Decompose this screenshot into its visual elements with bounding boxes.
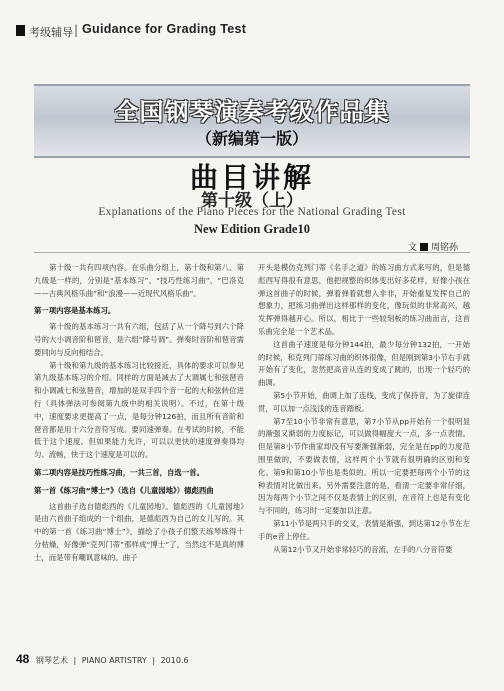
section-heading: 第一项内容是基本练习。 (34, 306, 116, 316)
right-column (258, 262, 470, 556)
section-marker-icon (16, 25, 25, 36)
magazine-name-en: PIANO ARTISTRY (81, 656, 147, 665)
author-prefix: 文 (407, 243, 417, 253)
paragraph: 第5小节开始，曲调上加了连线，变成了保持音，为了旋律连贯，可以加一点浅浅的连音踏板。 (258, 390, 470, 413)
section-label-cn: 考级辅导 (29, 26, 73, 39)
section-header (16, 22, 316, 40)
article-title: 曲目讲解 (189, 161, 314, 194)
issue-date: 2010.6 (160, 656, 189, 665)
section-heading: 第二项内容是技巧性练习曲，一共三首，自选一首。 (34, 467, 204, 477)
left-column (34, 262, 244, 565)
author-marker-icon (420, 243, 428, 251)
section-label-en: Guidance for Grading Test (82, 22, 247, 36)
paragraph: 这首曲子速度是每分钟144拍，最少每分钟132拍，一开始的时候，和克列门蒂练习曲的织体很像，但是刚到第3小节右手就开始有了变化，忽然把高音从连的变成了跳的，出现一个轻巧的曲调。 (258, 339, 470, 388)
divider (34, 252, 470, 253)
piece-heading: 第一首《练习曲“博士”》（选自《儿童园地》）德彪西曲 (34, 485, 214, 495)
paragraph: 第11小节是两只手的交叉，表情是渐强，到达第12小节在左手的e音上停住。 (258, 518, 470, 541)
page-footer (16, 652, 189, 666)
paragraph: 这首曲子选自德彪西的《儿童园地》。德彪西的《儿童园地》是由六首曲子组成的一个组曲，是德彪西为自己的女儿写的。其中的第一首《练习曲“博士”》，描绘了小孩子们整天练琴练得十分枯燥，好像弹“克列门蒂”那样成“博士”了，当然这不是真的博士，而是带有嘲讽意味的。曲子 (34, 501, 244, 562)
english-title: Explanations of the Piano Pieces for the National Grading Test (98, 206, 406, 218)
paragraph: 第十级的基本练习一共有六组，包括了从一个降号到六个降号的大小调音阶和琶音，是六组“降号调”。弹奏时音阶和琶音需要同向与反向相结合。 (34, 322, 244, 357)
paragraph: 开头是模仿克列门蒂《名手之道》的练习曲方式来写的，但是德彪西写得很有意思，他把规整的织体变出好多花样，好像小孩在弹这首曲子的时候，弹着弹着就想入非非，开始重复发挥自己的想象力，把练习曲弹出这样那样的变化，像玩似的非常高兴，越发挥弹得越开心。所以，相比于一些较刻板的练习曲而言，这首乐曲完全是一个艺术品。 (258, 263, 470, 336)
paragraph: 第十级一共有四项内容。在乐曲分组上，第十级和第八、第九级是一样的，分别是“基本练习”、“技巧性练习曲”、“巴洛克——古典风格乐曲”和“浪漫——近现代风格乐曲”。 (34, 263, 244, 298)
section-separator: | (74, 23, 79, 37)
banner-title: 全国钢琴演奏考级作品集 (114, 98, 390, 126)
paragraph: 从第12小节又开始非常轻巧的音流，左手的八分音符要 (273, 544, 453, 554)
magazine-name-cn: 钢琴艺术 (35, 656, 68, 665)
title-banner (34, 84, 470, 158)
paragraph: 第7至10小节非常有意思，第7小节从pp开始有一个很明显的渐强又渐弱的力度标记，可以做得幅度大一点，多一点表情。但是第8小节作曲家却没有写要渐强渐弱，完全是在pp的力度范围里做的，不要做表情，这样两个小节就有很明确的区别和变化。第9和第10小节也是类似的。所以一定要把每两个小节的这种表情对比做出来。另外需要注意的是，看清一定要非常仔细，因为每两个小节之间不仅是表情上的区别，在音符上也是有变化与不同的，练习时一定要加以注意。 (258, 416, 470, 516)
author-name: 周铭孙 (430, 243, 458, 253)
footer-separator: | (152, 656, 156, 665)
paragraph: 第十级和第九级的基本练习比较接近，具体的要求可以参见第九级基本练习的介绍。同样的方面是减去了大调属七和弦琶音和小调减七和弦琶音，增加的是双手四个音一起的大和弦转位进行（具体弹法可参阅第九级中的相关说明）。不过，在第十级中，速度要求更提高了一点，是每分钟126拍，而且所有音阶和琶音都是用十六分音符写成。要同速弹奏。在考试的时候，不能低于这个速度。但如果能力允许，可以以更快的速度弹奏得均匀、流畅，快于这个速度是可以的。 (34, 360, 244, 460)
banner-subtitle: （新编第一版） (195, 129, 308, 148)
page-number: 48 (16, 652, 30, 666)
footer-separator: | (73, 656, 77, 665)
grade-title: 第十级（上） (201, 191, 303, 211)
english-subtitle: New Edition Grade10 (194, 222, 310, 236)
